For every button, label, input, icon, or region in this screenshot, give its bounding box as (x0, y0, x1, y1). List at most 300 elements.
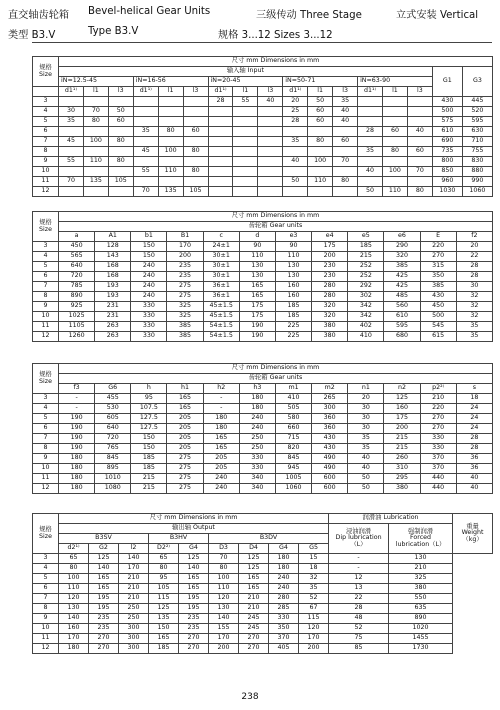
table-cell: 225 (275, 322, 311, 332)
table-cell: 263 (95, 332, 131, 342)
table-cell: 12 (33, 332, 59, 342)
table-cell: 140 (119, 554, 149, 564)
table-cell (407, 157, 432, 167)
table-cell: 292 (348, 282, 384, 292)
table-cell (183, 117, 208, 127)
table-cell: 115 (299, 614, 329, 624)
table-cell: 500 (420, 312, 456, 322)
table-cell: 80 (183, 147, 208, 157)
table-cell: 195 (89, 594, 119, 604)
table-cell: 36 (456, 464, 492, 474)
table-cell (283, 127, 308, 137)
table-cell: 190 (239, 332, 275, 342)
table-cell: 195 (89, 604, 119, 614)
table-row (33, 554, 493, 564)
table-cell (258, 157, 283, 167)
table-cell: 110 (239, 252, 275, 262)
table-cell: 490 (312, 454, 348, 464)
table-cell: 385 (167, 332, 203, 342)
table-cell: 95 (149, 574, 179, 584)
table-cell: 70 (209, 554, 239, 564)
column-header: h3 (239, 384, 275, 394)
column-header: m2 (312, 384, 348, 394)
table-cell: 165 (89, 584, 119, 594)
table-cell (108, 187, 133, 197)
table-cell: 445 (462, 97, 492, 107)
column-header: f2 (456, 232, 492, 242)
table-cell: 185 (149, 644, 179, 654)
column-header: l3 (333, 87, 358, 97)
table-cell: 490 (312, 464, 348, 474)
type-en: Type B3.V (88, 26, 139, 37)
table-cell: 28 (358, 127, 383, 137)
table-cell: 75 (329, 634, 389, 644)
table-cell: 690 (432, 137, 462, 147)
table-cell (158, 177, 183, 187)
table-cell: 220 (420, 404, 456, 414)
table-cell: 80 (158, 127, 183, 137)
table-cell (283, 187, 308, 197)
table-cell: 15 (299, 554, 329, 564)
table-cell: 60 (333, 137, 358, 147)
column-header: e5 (348, 232, 384, 242)
table-row (33, 322, 493, 332)
table-cell: - (203, 394, 239, 404)
table-cell: 330 (131, 332, 167, 342)
table-cell: 205 (167, 414, 203, 424)
table-cell (283, 147, 308, 157)
table-cell: 95 (131, 394, 167, 404)
column-header: D4 (239, 544, 269, 554)
table-cell (382, 137, 407, 147)
table-cell (208, 167, 233, 177)
table-cell: 505 (275, 404, 311, 414)
column-header: l3 (407, 87, 432, 97)
table-cell: 30 (348, 414, 384, 424)
table-row (33, 614, 493, 624)
b3hv-header: B3HV (149, 534, 209, 544)
table-cell: 210 (239, 604, 269, 614)
dip-lubrication-text: 浸油润滑 Dip lubrication （L） (335, 528, 382, 548)
table-cell: 160 (384, 404, 420, 414)
table-cell: 6 (33, 584, 59, 594)
column-header: h2 (203, 384, 239, 394)
table-cell: 45 (59, 137, 84, 147)
table-cell: 205 (203, 454, 239, 464)
table-cell: 250 (239, 434, 275, 444)
column-header: e4 (312, 232, 348, 242)
table-cell: 185 (131, 454, 167, 464)
table-cell: 630 (462, 127, 492, 137)
table-cell: 410 (275, 394, 311, 404)
table-cell: 110 (308, 177, 333, 187)
table-cell: 710 (462, 137, 492, 147)
table-cell (233, 107, 258, 117)
table-cell (208, 177, 233, 187)
table-cell (258, 107, 283, 117)
ratio-group-header: iN=20-45 (208, 77, 283, 87)
table-cell: 325 (167, 302, 203, 312)
table-cell: 65 (59, 554, 89, 564)
table-cell: 40 (258, 97, 283, 107)
stage-label: 三级传动 Three Stage (256, 10, 362, 21)
table-cell: 330 (131, 322, 167, 332)
size-header-text: 规格 Size (39, 64, 52, 78)
table-row (33, 127, 493, 137)
table-cell (133, 107, 158, 117)
table-cell: 80 (333, 177, 358, 187)
table-cell (333, 127, 358, 137)
table-cell: 10 (33, 624, 59, 634)
table-cell (83, 167, 108, 177)
table-cell: 250 (239, 444, 275, 454)
table-cell: 235 (167, 272, 203, 282)
table-cell: 180 (59, 484, 95, 494)
table-cell: 605 (95, 414, 131, 424)
table-cell: - (329, 554, 389, 564)
table-cell (59, 127, 84, 137)
table-cell: 40 (348, 464, 384, 474)
table-cell: 28 (456, 262, 492, 272)
table-cell: 225 (275, 332, 311, 342)
table-cell (158, 157, 183, 167)
table-cell: 55 (133, 167, 158, 177)
table-cell: 300 (119, 644, 149, 654)
table-cell: 12 (33, 484, 59, 494)
table-cell: 640 (95, 424, 131, 434)
table-cell (108, 127, 133, 137)
column-header: G4 (179, 544, 209, 554)
table-cell: 125 (384, 394, 420, 404)
table-cell: 110 (158, 167, 183, 177)
table-cell: 330 (239, 464, 275, 474)
table-row (33, 424, 493, 434)
table-cell: 110 (382, 187, 407, 197)
table-cell: 175 (239, 312, 275, 322)
table-cell: 275 (167, 292, 203, 302)
table-cell: 155 (209, 624, 239, 634)
size-header (33, 364, 59, 394)
table-cell: 925 (59, 302, 95, 312)
table-cell: 60 (407, 147, 432, 157)
table-cell: 180 (239, 394, 275, 404)
table-cell: 175 (384, 414, 420, 424)
size-header (33, 212, 59, 242)
table-cell: 180 (269, 564, 299, 574)
table-cell: 235 (89, 624, 119, 634)
table-cell (59, 167, 84, 177)
table-cell: 120 (299, 624, 329, 634)
table-cell: 315 (420, 262, 456, 272)
table-cell: 1025 (59, 312, 95, 322)
table-cell: 140 (179, 564, 209, 574)
table-cell: 85 (329, 644, 389, 654)
table-cell (308, 147, 333, 157)
table-cell: 165 (89, 574, 119, 584)
table-cell: 65 (149, 554, 179, 564)
table-cell: 330 (131, 312, 167, 322)
table-cell: 30±1 (203, 252, 239, 262)
size-header-text: 规格 Size (39, 219, 52, 233)
table-cell: 4 (33, 404, 59, 414)
table-cell: 1020 (389, 624, 453, 634)
output-shaft-table (32, 513, 493, 654)
table-cell: 20 (456, 242, 492, 252)
column-header: e3 (275, 232, 311, 242)
table-cell: 40 (333, 117, 358, 127)
table-cell: 380 (312, 322, 348, 332)
table-cell (83, 127, 108, 137)
table-cell: 7 (33, 434, 59, 444)
table-cell (333, 147, 358, 157)
table-cell: 600 (312, 474, 348, 484)
table-cell (183, 177, 208, 187)
table-cell: 30 (59, 107, 84, 117)
table-cell: 25 (283, 107, 308, 117)
table-cell (233, 187, 258, 197)
table-cell (108, 97, 133, 107)
table-cell (158, 117, 183, 127)
table-cell: 100 (209, 574, 239, 584)
table-cell: 140 (59, 614, 89, 624)
table-cell: 180 (59, 474, 95, 484)
table-cell (233, 167, 258, 177)
table-cell: 190 (239, 322, 275, 332)
type-cn: 类型 B3.V (8, 30, 56, 41)
table-cell (83, 187, 108, 197)
table-cell: 135 (158, 187, 183, 197)
table-cell: 110 (275, 252, 311, 262)
table-cell (308, 187, 333, 197)
table-cell: 342 (348, 302, 384, 312)
table-cell: 530 (95, 404, 131, 414)
table-cell: 1030 (432, 187, 462, 197)
table-cell: 10 (33, 312, 59, 322)
table-cell: 30±1 (203, 272, 239, 282)
table-cell: - (329, 564, 389, 574)
table-cell: 200 (167, 252, 203, 262)
table-cell: 35 (456, 322, 492, 332)
table-cell: - (59, 404, 95, 414)
dims-header: 尺寸 mm Dimensions in mm (59, 514, 329, 524)
table-cell: 45±1.5 (203, 312, 239, 322)
table-cell: 205 (167, 424, 203, 434)
table-cell: 830 (462, 157, 492, 167)
table-cell: 130 (239, 262, 275, 272)
table-cell: 520 (462, 107, 492, 117)
table-cell: 7 (33, 594, 59, 604)
size-header (33, 514, 59, 554)
table-cell (258, 167, 283, 177)
table-cell (308, 167, 333, 177)
table-cell: 170 (299, 634, 329, 644)
column-header: e6 (384, 232, 420, 242)
table-cell: 150 (131, 242, 167, 252)
table-cell: 263 (95, 322, 131, 332)
gear-units-table-a (32, 211, 493, 342)
table-cell: 200 (299, 644, 329, 654)
table-cell: 360 (312, 414, 348, 424)
table-row (33, 454, 493, 464)
column-header: h (131, 384, 167, 394)
table-cell: 40 (358, 167, 383, 177)
table-row (33, 474, 493, 484)
table-cell (407, 137, 432, 147)
table-cell: 210 (420, 394, 456, 404)
column-header: c (203, 232, 239, 242)
ratio-group-header: iN=50-71 (283, 77, 358, 87)
table-cell: 36 (456, 454, 492, 464)
table-cell: 245 (239, 614, 269, 624)
table-cell: 180 (59, 454, 95, 464)
table-cell (133, 177, 158, 187)
table-cell: 90 (239, 242, 275, 252)
table-cell: 54±1.5 (203, 332, 239, 342)
column-header: G6 (95, 384, 131, 394)
table-cell (208, 137, 233, 147)
table-cell: 340 (239, 474, 275, 484)
table-cell: 350 (269, 624, 299, 634)
table-cell: 240 (239, 414, 275, 424)
dims-header: 尺寸 mm Dimensions in mm (59, 57, 493, 67)
table-cell: 127.5 (131, 414, 167, 424)
column-header: G2 (89, 544, 119, 554)
table-cell: 330 (420, 444, 456, 454)
table-cell (308, 127, 333, 137)
table-cell: 1060 (462, 187, 492, 197)
table-cell: 175 (312, 242, 348, 252)
table-cell (208, 107, 233, 117)
column-header: l3 (183, 87, 208, 97)
table-cell (382, 117, 407, 127)
table-cell: 32 (456, 312, 492, 322)
column-header: G5 (299, 544, 329, 554)
table-row (33, 484, 493, 494)
table-cell: 150 (131, 434, 167, 444)
table-cell: 385 (167, 322, 203, 332)
table-cell: 240 (203, 484, 239, 494)
table-cell (283, 167, 308, 177)
table-cell: 880 (462, 167, 492, 177)
table-cell: 280 (269, 594, 299, 604)
table-cell: 115 (149, 594, 179, 604)
table-cell (183, 137, 208, 147)
table-cell: 36±1 (203, 282, 239, 292)
table-cell: 90 (275, 242, 311, 252)
table-cell: 500 (432, 107, 462, 117)
table-cell: 240 (269, 574, 299, 584)
table-cell: 715 (275, 434, 311, 444)
table-cell: 720 (95, 434, 131, 444)
column-header: l1 (233, 87, 258, 97)
table-cell: 6 (33, 272, 59, 282)
table-cell: 35 (299, 584, 329, 594)
table-cell: 80 (108, 137, 133, 147)
table-cell: 50 (348, 484, 384, 494)
table-cell: - (59, 394, 95, 404)
table-cell: 170 (209, 634, 239, 644)
table-cell (133, 137, 158, 147)
table-cell: 120 (59, 594, 89, 604)
ratio-group-header: iN=12.5-45 (59, 77, 134, 87)
table-cell: 755 (462, 147, 492, 157)
table-cell: 125 (239, 554, 269, 564)
table-cell: 165 (167, 404, 203, 414)
table-cell: 193 (95, 282, 131, 292)
table-cell: 60 (183, 127, 208, 137)
table-cell: 125 (89, 554, 119, 564)
table-cell: 425 (384, 272, 420, 282)
table-cell: 850 (432, 167, 462, 177)
table-cell: 330 (239, 454, 275, 464)
table-cell: 325 (389, 574, 453, 584)
table-cell: 13 (329, 584, 389, 594)
table-row (33, 332, 493, 342)
table-cell: 430 (312, 434, 348, 444)
table-cell: 1455 (389, 634, 453, 644)
table-cell (407, 107, 432, 117)
output-header: 输出轴 Output (59, 524, 329, 534)
table-cell (59, 147, 84, 157)
table-cell: 9 (33, 302, 59, 312)
table-cell: 170 (59, 634, 89, 644)
table-cell: 280 (312, 292, 348, 302)
table-cell: 165 (203, 444, 239, 454)
table-cell (183, 157, 208, 167)
table-row (33, 252, 493, 262)
table-cell: 180 (59, 644, 89, 654)
table-cell: 370 (420, 454, 456, 464)
table-cell: 55 (233, 97, 258, 107)
table-cell: 32 (456, 302, 492, 312)
table-cell: 165 (203, 434, 239, 444)
table-cell: 600 (312, 484, 348, 494)
table-row (33, 434, 493, 444)
table-cell (133, 117, 158, 127)
table-cell: 11 (33, 322, 59, 332)
column-header: d (239, 232, 275, 242)
table-cell: 410 (348, 332, 384, 342)
table-cell: 80 (59, 564, 89, 574)
table-cell: 8 (33, 292, 59, 302)
table-cell: 50 (283, 177, 308, 187)
table-cell: 610 (384, 312, 420, 322)
column-header: n2 (384, 384, 420, 394)
table-cell: 270 (420, 424, 456, 434)
table-cell: 160 (275, 292, 311, 302)
column-header: l1 (308, 87, 333, 97)
table-row (33, 187, 493, 197)
column-header: d1¹⁾ (208, 87, 233, 97)
table-cell: 430 (420, 292, 456, 302)
table-cell: 250 (119, 604, 149, 614)
table-cell: 35 (358, 147, 383, 157)
size-header-text: 规格 Size (39, 371, 52, 385)
table-cell (233, 147, 258, 157)
forced-lubrication-header (389, 524, 453, 554)
table-cell: 580 (275, 414, 311, 424)
column-header: d1¹⁾ (358, 87, 383, 97)
column-header: d2¹⁾ (59, 544, 89, 554)
table-cell: 575 (432, 117, 462, 127)
column-header: s (456, 384, 492, 394)
table-cell: 35 (133, 127, 158, 137)
table-cell: 4 (33, 252, 59, 262)
table-cell: 5 (33, 117, 59, 127)
table-cell (382, 107, 407, 117)
table-cell: 10 (33, 167, 59, 177)
table-cell: 370 (269, 634, 299, 644)
